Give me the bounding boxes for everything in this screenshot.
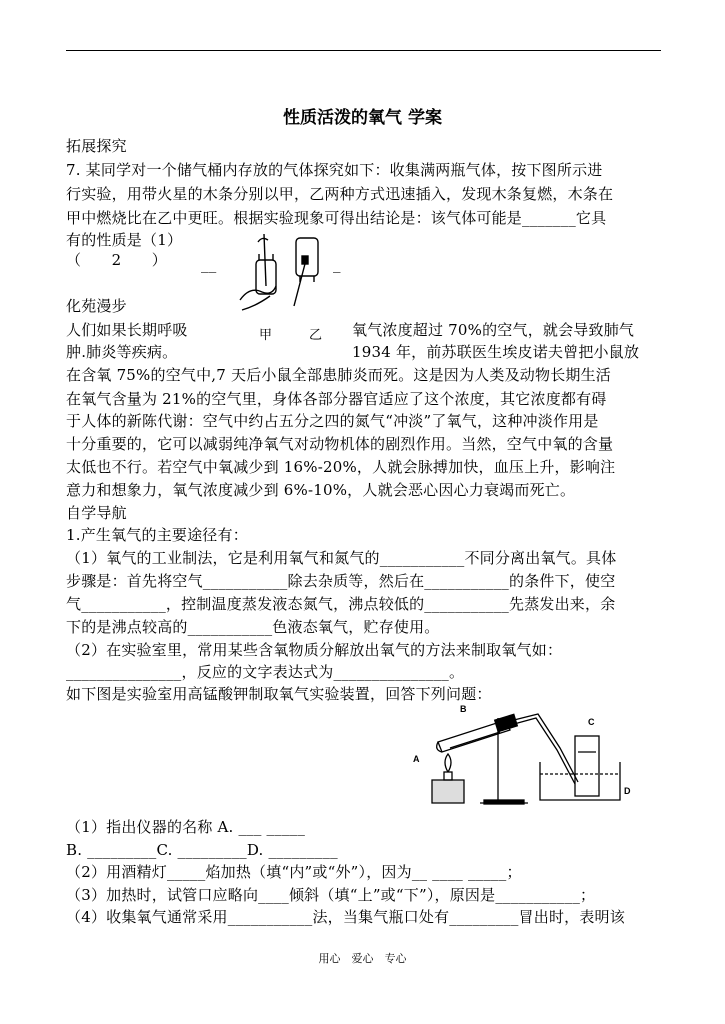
paragraph-line: 1934 年，前苏联医生埃皮诺夫曾把小鼠放 (352, 343, 640, 361)
section-heading-guide: 自学导航 (66, 504, 127, 522)
paragraph-line: 下的是沸点较高的___________色液态氧气，贮存使用。 (66, 618, 440, 636)
question-line: （1）指出仪器的名称 A. ___ _____ (66, 818, 306, 836)
header-rule (66, 50, 661, 51)
bottle-experiment-figure (228, 230, 338, 318)
paragraph-line: 7. 某同学对一个储气桶内存放的气体探究如下：收集满两瓶气体，按下图所示进 (66, 161, 603, 179)
apparatus-label-a: A (413, 754, 420, 764)
apparatus-label-b: B (460, 704, 467, 714)
figure-label-yi: 乙 (309, 327, 323, 342)
paragraph-line: 如下图是实验室用高锰酸钾制取氧气实验装置，回答下列问题： (66, 685, 492, 703)
figure-label-jia: 甲 (259, 327, 273, 342)
paragraph-line: 步骤是：首先将空气___________除去杂质等，然后在___________的条件下，使空 (66, 572, 616, 590)
paragraph-line: 人们如果长期呼吸 (66, 321, 188, 339)
paragraph-line: _______________，反应的文字表达式为_______________。 (66, 663, 465, 681)
page-title: 性质活泼的氧气 学案 (283, 108, 442, 128)
paragraph-line: 气___________，控制温度蒸发液态氮气，沸点较低的___________先蒸发出来，余 (66, 595, 616, 613)
question-line: （2）用酒精灯_____焰加热（填“内”或“外”），因为__ ____ _____； (66, 863, 522, 881)
section-heading-garden: 化苑漫步 (66, 297, 127, 315)
paragraph-line: 于人体的新陈代谢：空气中约占五分之四的氮气“冲淡”了氧气，这种冲淡作用是 (66, 412, 599, 430)
page-footer: 用心 爱心 专心 (318, 952, 407, 965)
paragraph-line: 行实验，用带火星的木条分别以甲，乙两种方式迅速插入，发现木条复燃，木条在 (66, 185, 614, 203)
paragraph-line: （2）在实验室里，常用某些含氧物质分解放出氧气的方法来制取氧气如： (66, 641, 563, 659)
apparatus-label-c: C (588, 717, 595, 727)
paragraph-line: 意力和想象力，氧气浓度减少到 6%-10%，人就会恶心因心力衰竭而死亡。 (66, 481, 576, 499)
question-line: （4）收集氧气通常采用___________法，当集气瓶口处有_________冒出时，表明该 (66, 908, 625, 926)
question-line: B. _________C. _________D. _________ (66, 841, 338, 859)
paragraph-line: 肿.肺炎等疾病。 (66, 343, 178, 361)
paragraph-line: 甲中燃烧比在乙中更旺。根据实验现象可得出结论是：该气体可能是_______它具 (66, 209, 607, 227)
paragraph-line: 在氧气含量为 21%的空气里，身体各部分器官适应了这个浓度，其它浓度都有碍 (66, 390, 607, 408)
paragraph-line: 十分重要的，它可以减弱纯净氧气对动物机体的剧烈作用。当然，空气中氧的含量 (66, 435, 614, 453)
paragraph-line: 太低也不行。若空气中氧减少到 16%-20%，人就会脉搏加快，血压上升，影响注 (66, 458, 616, 476)
paragraph-line: 氧气浓度超过 70%的空气，就会导致肺气 (352, 321, 635, 339)
paragraph-line: 有的性质是（1） (66, 231, 183, 249)
bottle-yi (294, 238, 318, 306)
apparatus-figure (410, 700, 660, 810)
paragraph-line: （ 2 ） (66, 251, 167, 269)
apparatus-label-d: D (624, 786, 631, 796)
question-line: （3）加热时，试管口应略向____倾斜（填“上”或“下”），原因是___________； (66, 886, 596, 904)
paragraph-line: 1.产生氧气的主要途径有： (66, 526, 248, 544)
paragraph-line: （1）氧气的工业制法，它是利用氧气和氮气的___________不同分离出氧气。具体 (66, 549, 617, 567)
section-heading-explore: 拓展探究 (66, 137, 127, 155)
paragraph-line: 在含氧 75%的空气中,7 天后小鼠全部患肺炎而死。这是因为人类及动物长期生活 (66, 366, 611, 384)
bottle-jia (240, 234, 276, 310)
figure-blank: _ (333, 255, 341, 273)
figure-blank: __ (201, 255, 217, 273)
